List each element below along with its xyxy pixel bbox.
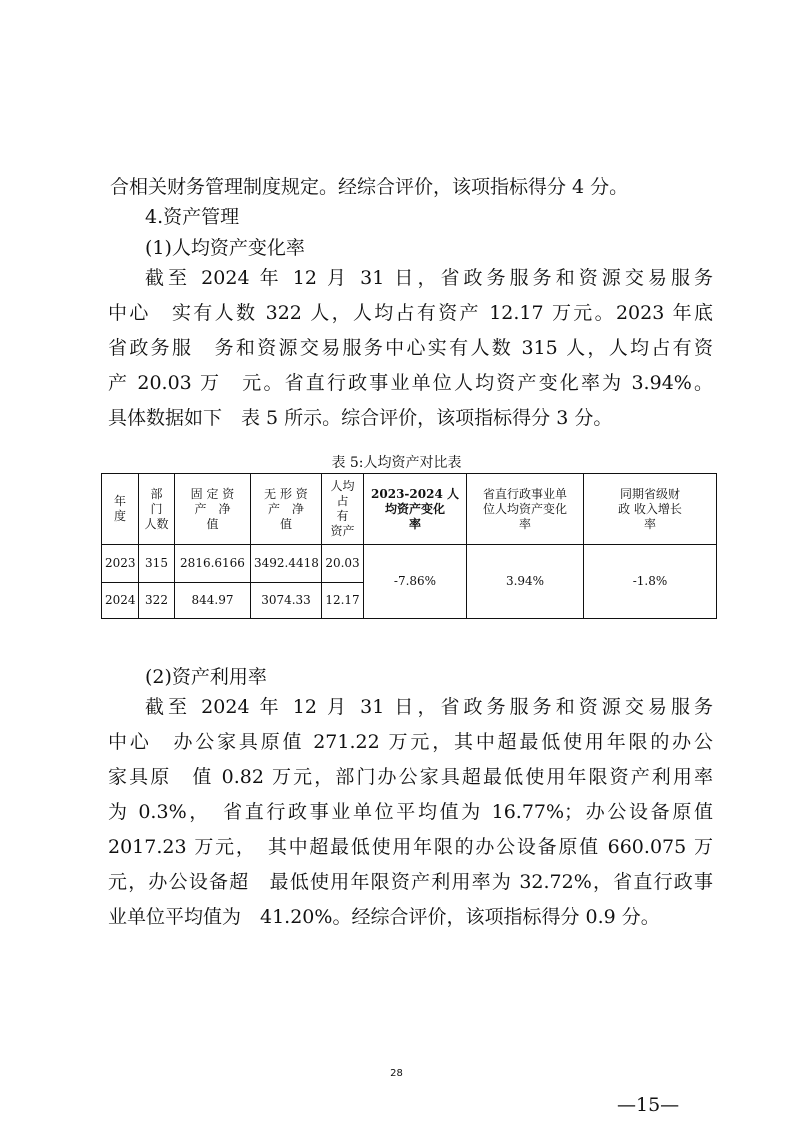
cell-year: 2023 <box>102 545 139 583</box>
table-header-row <box>102 474 717 545</box>
footer-page-number: —15— <box>617 1094 680 1116</box>
cell-provincial-rate: 3.94% <box>467 545 584 619</box>
cell-fixed: 2816.6166 <box>175 545 251 583</box>
header-year: 年 度 <box>102 474 139 545</box>
cell-people: 315 <box>139 545 175 583</box>
paragraph-line: 为 0.3%， 省直行政事业单位平均值为 16.77%；办公设备原值 <box>108 801 713 823</box>
paragraph-line: 产 20.03 万 元。省直行政事业单位人均资产变化率为 3.94%。 <box>108 372 713 394</box>
cell-intangible: 3074.33 <box>251 583 322 619</box>
paragraph-line: 截至 2024 年 12 月 31 日，省政务服务和资源交易服务 <box>145 267 713 289</box>
paragraph-line: 具体数据如下 表 5 所示。综合评价，该项指标得分 3 分。 <box>108 407 613 429</box>
cell-per-capita: 20.03 <box>322 545 364 583</box>
paragraph-line: 截至 2024 年 12 月 31 日，省政务服务和资源交易服务 <box>145 696 713 718</box>
cell-revenue-growth: -1.8% <box>584 545 717 619</box>
header-revenue-growth: 同期省级财 政 收入增长 率 <box>584 474 717 545</box>
page-number: 28 <box>390 1068 403 1079</box>
paragraph-line: 2017.23 万元， 其中超最低使用年限的办公设备原值 660.075 万 <box>108 836 713 858</box>
cell-people: 322 <box>139 583 175 619</box>
cell-year: 2024 <box>102 583 139 619</box>
header-per-capita: 人均 占 有 资产 <box>322 474 364 545</box>
section-heading: 4.资产管理 <box>145 206 240 228</box>
header-provincial-rate: 省直行政事业单 位人均资产变化 率 <box>467 474 584 545</box>
subsection-heading: (2)资产利用率 <box>145 666 267 688</box>
table-caption: 表 5:人均资产对比表 <box>331 455 462 471</box>
cell-change-rate: -7.86% <box>364 545 467 619</box>
table-row <box>102 545 717 583</box>
header-fixed-assets: 固 定 资 产 净 值 <box>175 474 251 545</box>
asset-comparison-table <box>101 473 717 619</box>
paragraph-line: 元，办公设备超 最低使用年限资产利用率为 32.72%，省直行政事 <box>108 871 713 893</box>
header-intangible-assets: 无 形 资 产 净 值 <box>251 474 322 545</box>
paragraph-line: 合相关财务管理制度规定。经综合评价，该项指标得分 4 分。 <box>110 176 629 198</box>
paragraph-line: 业单位平均值为 41.20%。经综合评价，该项指标得分 0.9 分。 <box>108 906 660 928</box>
paragraph-line: 省政务服 务和资源交易服务中心实有人数 315 人，人均占有资 <box>108 337 713 359</box>
paragraph-line: 中心 办公家具原值 271.22 万元，其中超最低使用年限的办公 <box>108 731 713 753</box>
paragraph-line: 家具原 值 0.82 万元，部门办公家具超最低使用年限资产利用率 <box>108 766 713 788</box>
header-dept-people: 部 门 人数 <box>139 474 175 545</box>
cell-intangible: 3492.4418 <box>251 545 322 583</box>
subsection-heading: (1)人均资产变化率 <box>145 237 305 259</box>
cell-per-capita: 12.17 <box>322 583 364 619</box>
cell-fixed: 844.97 <box>175 583 251 619</box>
paragraph-line: 中心 实有人数 322 人，人均占有资产 12.17 万元。2023 年底 <box>108 302 713 324</box>
header-change-rate: 2023-2024 人 均资产变化 率 <box>364 474 467 545</box>
